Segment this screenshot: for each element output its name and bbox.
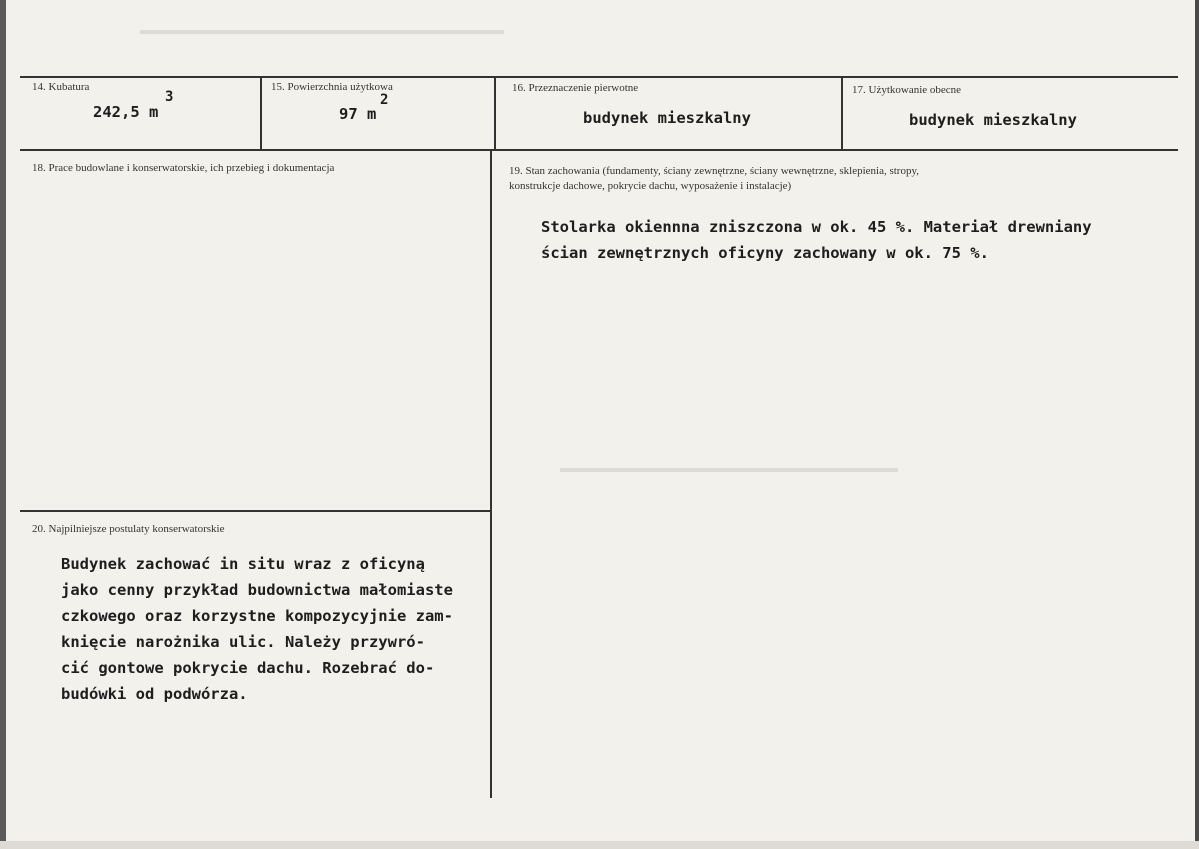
field-17-label: 17. Użytkowanie obecne — [852, 84, 962, 96]
scan-edge-bottom — [0, 841, 1199, 849]
field-16-label: 16. Przeznaczenie pierwotne — [512, 82, 639, 94]
field-16-value: budynek mieszkalny — [583, 109, 751, 127]
field-17-value: budynek mieszkalny — [909, 111, 1077, 129]
field-19-text-line: Stolarka okiennna zniszczona w ok. 45 %. Materiał drewniany — [541, 218, 1092, 236]
field-20-text-line: czkowego oraz korzystne kompozycyjnie zam- — [61, 607, 453, 625]
scan-edge-left — [0, 0, 6, 849]
field-20-text-line: Budynek zachować in situ wraz z oficyną — [61, 555, 425, 573]
show-through-text: ▬▬▬▬▬▬▬▬▬▬▬▬▬▬▬▬▬▬▬▬▬▬▬▬▬▬▬▬ — [140, 22, 504, 37]
show-through-text: ▬▬▬▬▬▬▬▬▬▬▬▬▬▬▬▬▬▬▬▬▬▬▬▬▬▬ — [560, 460, 898, 475]
field-19-label-line: konstrukcje dachowe, pokrycie dachu, wyposażenie i instalacje) — [509, 180, 792, 192]
divider-15-16 — [494, 76, 496, 150]
field-18-label: 18. Prace budowlane i konserwatorskie, ich przebieg i dokumentacja — [32, 162, 335, 174]
field-14-label: 14. Kubatura — [32, 81, 90, 93]
form-top-rule — [20, 76, 1178, 78]
field-20-text-line: cić gontowe pokrycie dachu. Rozebrać do- — [61, 659, 435, 677]
field-20-label: 20. Najpilniejsze postulaty konserwatorskie — [32, 523, 225, 535]
field-14-value: 242,5 m — [93, 103, 159, 121]
field-15-value: 97 m — [339, 105, 377, 123]
divider-14-15 — [260, 76, 262, 150]
scan-edge-right — [1195, 0, 1199, 849]
field-15-label: 15. Powierzchnia użytkowa — [271, 81, 393, 93]
field-14-exponent: 3 — [165, 89, 174, 105]
divider-16-17 — [841, 76, 843, 150]
divider-left-right — [490, 150, 492, 798]
field-20-text-line: jako cenny przykład budownictwa małomiaste — [61, 581, 453, 599]
form-rule-left-split — [20, 510, 491, 512]
field-19-text-line: ścian zewnętrznych oficyny zachowany w ok. 75 %. — [541, 244, 989, 262]
field-15-exponent: 2 — [380, 92, 389, 108]
field-20-text-line: budówki od podwórza. — [61, 685, 248, 703]
field-20-text-line: knięcie narożnika ulic. Należy przywró- — [61, 633, 425, 651]
field-19-label-line: 19. Stan zachowania (fundamenty, ściany zewnętrzne, ściany wewnętrzne, sklepienia, stropy, — [509, 165, 920, 177]
form-rule-row1 — [20, 149, 1178, 151]
